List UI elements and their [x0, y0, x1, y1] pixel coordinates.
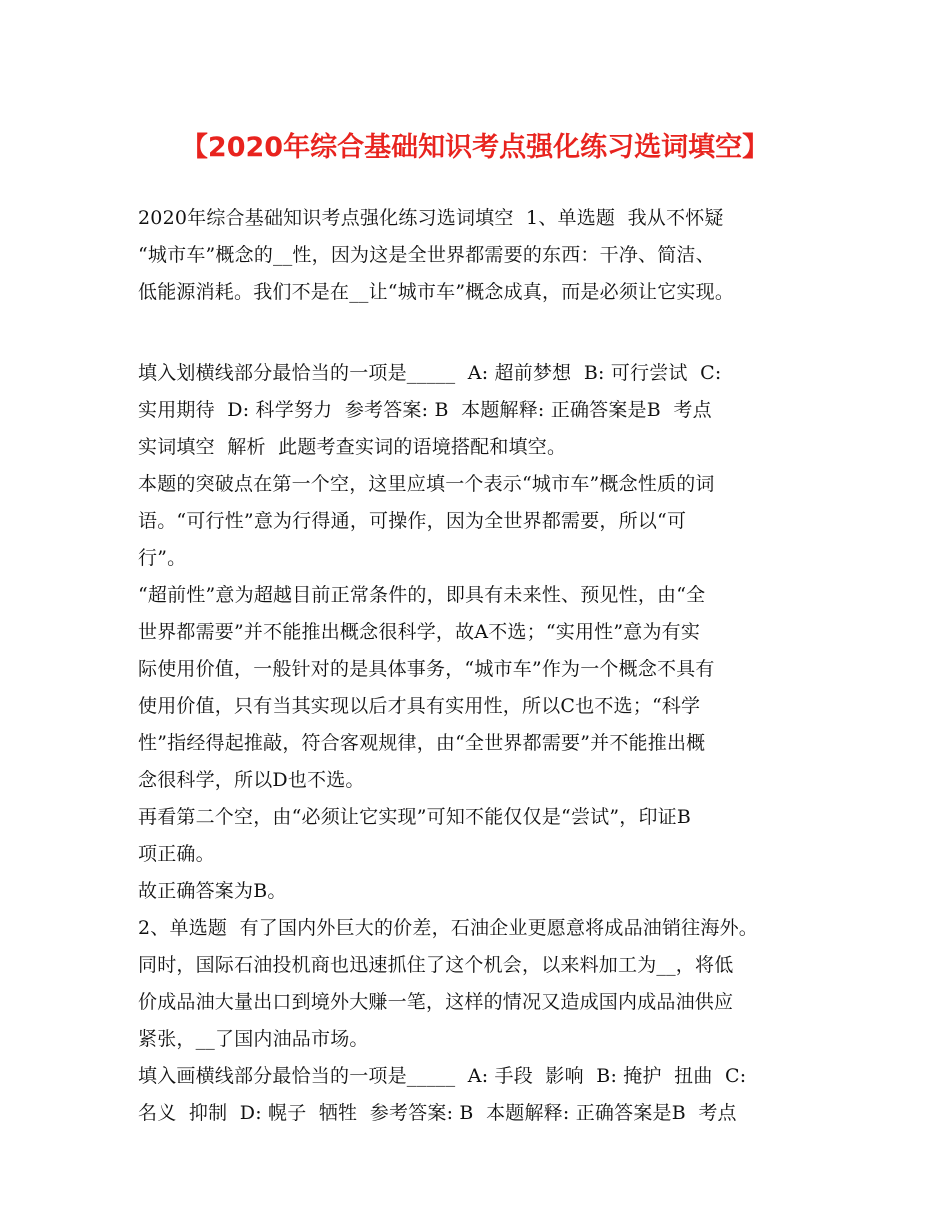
text-line: 紧张，__了国内油品市场。 — [138, 1028, 369, 1050]
text-line: 2、单选题 有了国内外巨大的价差，石油企业更愿意将成品油销往海外。 — [138, 917, 758, 939]
text-line: 填入画横线部分最恰当的一项是_____ A: 手段 影响 B: 掩护 扭曲 C: — [138, 1065, 747, 1087]
document-title: 【2020年综合基础知识考点强化练习选词填空】 — [180, 132, 770, 163]
text-line: 同时，国际石油投机商也迅速抓住了这个机会，以来料加工为__，将低 — [138, 954, 734, 976]
text-line: 低能源消耗。我们不是在__让“城市车”概念成真，而是必须让它实现。 — [138, 281, 735, 303]
text-line: 项正确。 — [138, 843, 215, 865]
text-line: “超前性”意为超越目前正常条件的，即具有未来性、预见性，由“全 — [138, 584, 706, 606]
text-line: 行”。 — [138, 547, 187, 569]
text-line: 名义 抑制 D: 幌子 牺牲 参考答案: B 本题解释: 正确答案是B 考点 — [138, 1102, 737, 1124]
text-line: 填入划横线部分最恰当的一项是_____ A: 超前梦想 B: 可行尝试 C: — [138, 362, 722, 384]
text-line: 本题的突破点在第一个空，这里应填一个表示“城市车”概念性质的词 — [138, 473, 715, 495]
text-line: 实词填空 解析 此题考查实词的语境搭配和填空。 — [138, 436, 567, 458]
text-line: 世界都需要”并不能推出概念很科学，故A不选；“实用性”意为有实 — [138, 621, 701, 643]
text-line: 语。“可行性”意为行得通，可操作，因为全世界都需要，所以“可 — [138, 510, 687, 532]
text-line: 价成品油大量出口到境外大赚一笔，这样的情况又造成国内成品油供应 — [138, 991, 734, 1013]
text-line: 再看第二个空，由“必须让它实现”可知不能仅仅是“尝试”，印证B — [138, 806, 692, 828]
text-line: 使用价值，只有当其实现以后才具有实用性，所以C也不选；“科学 — [138, 695, 701, 717]
text-line: 性”指经得起推敲，符合客观规律，由“全世界都需要”并不能推出概 — [138, 732, 706, 754]
text-line: 2020年综合基础知识考点强化练习选词填空 1、单选题 我从不怀疑 — [138, 207, 724, 229]
text-line: 念很科学，所以D也不选。 — [138, 769, 365, 791]
blank-line — [138, 311, 828, 355]
text-line: 际使用价值，一般针对的是具体事务，“城市车”作为一个概念不具有 — [138, 658, 715, 680]
document-body — [138, 200, 828, 1132]
text-line: “城市车”概念的__性，因为这是全世界都需要的东西：干净、简洁、 — [138, 244, 715, 266]
text-line: 故正确答案为B。 — [138, 880, 287, 902]
text-line: 实用期待 D: 科学努力 参考答案: B 本题解释: 正确答案是B 考点 — [138, 399, 712, 421]
